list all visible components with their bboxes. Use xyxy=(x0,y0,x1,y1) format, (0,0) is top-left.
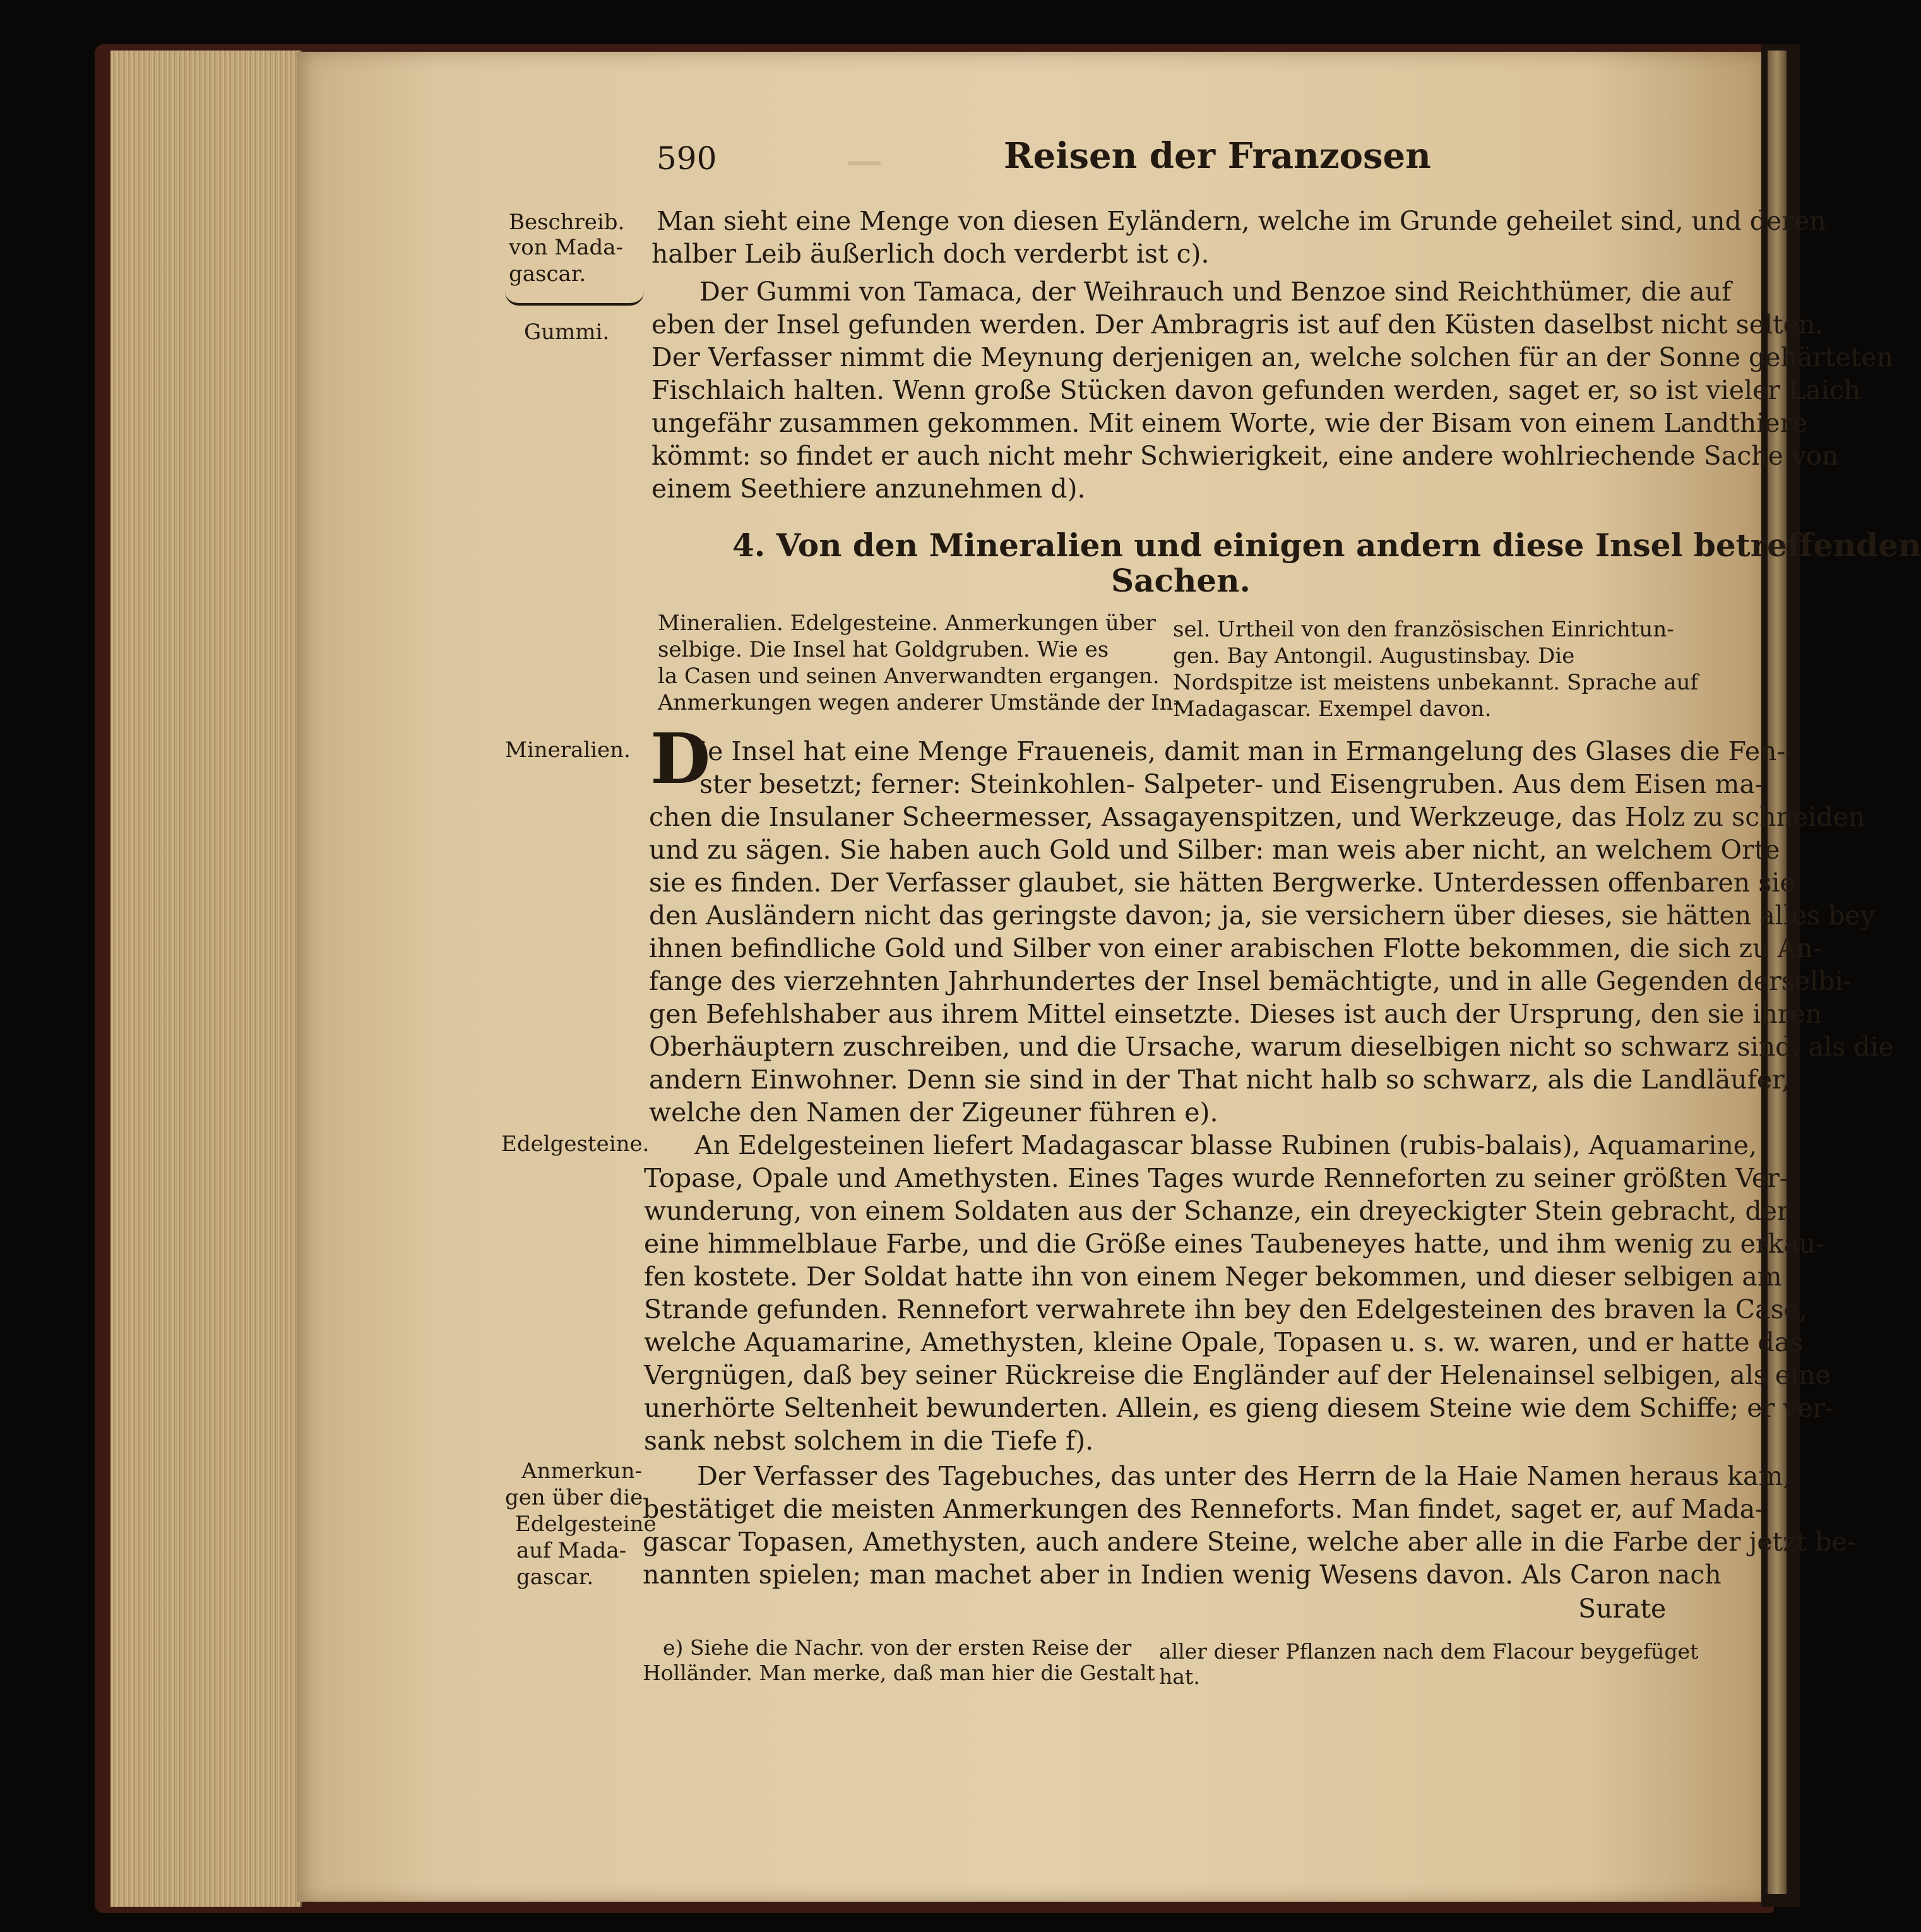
margin-note-gummi: Gummi. xyxy=(524,319,610,345)
section-heading-continued: Sachen. xyxy=(1111,562,1251,599)
margin-note-edelgesteine: Edelgesteine. xyxy=(501,1131,650,1157)
margin-note-mineralien: Mineralien. xyxy=(505,737,631,763)
page-edges xyxy=(110,51,302,1907)
page-number: 590 xyxy=(657,140,717,177)
catchword: Surate xyxy=(1578,1594,1667,1624)
section-heading: 4. Von den Mineralien und einigen andern diese Insel betreffenden xyxy=(732,527,1921,564)
bleed-through: — xyxy=(846,139,883,182)
margin-brace xyxy=(505,292,644,306)
running-title: Reisen der Franzosen xyxy=(1004,135,1431,177)
drop-cap: D xyxy=(650,718,711,799)
